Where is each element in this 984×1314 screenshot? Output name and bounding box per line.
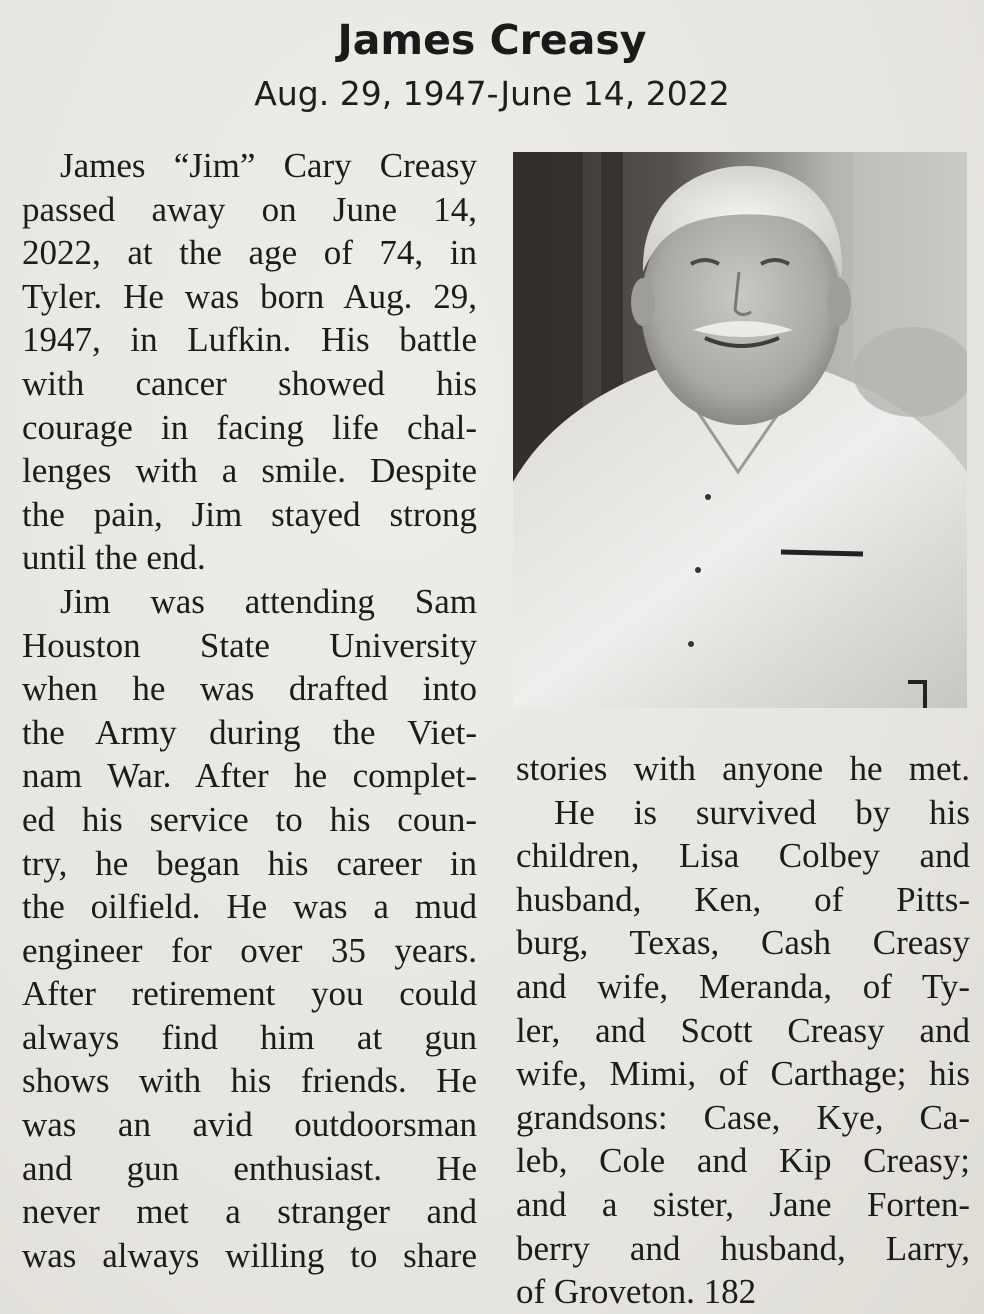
left-column-line: was an avid outdoorsman	[22, 1105, 477, 1145]
left-column-line: the oilfield. He was a mud	[22, 887, 477, 927]
right-column-line: ler, and Scott Creasy and	[516, 1010, 970, 1050]
obituary-dates: Aug. 29, 1947-June 14, 2022	[254, 74, 730, 113]
left-column-line: always find him at gun	[22, 1017, 477, 1057]
left-column-line: 1947, in Lufkin. His battle	[22, 320, 477, 360]
right-column-line: He is survived by his	[554, 792, 970, 832]
left-column-line: when he was drafted into	[22, 669, 477, 709]
left-column-line: Houston State University	[22, 625, 477, 665]
left-column-line: the pain, Jim stayed strong	[22, 494, 477, 534]
left-column-line: 2022, at the age of 74, in	[22, 233, 477, 273]
right-column-line: leb, Cole and Kip Creasy;	[516, 1141, 970, 1181]
left-column-line: James “Jim” Cary Creasy	[60, 146, 477, 185]
left-column-line: lenges with a smile. Despite	[22, 451, 477, 491]
right-column-text	[516, 747, 970, 1314]
left-column-line: the Army during the Viet-	[22, 712, 477, 752]
right-column-line: husband, Ken, of Pitts-	[516, 879, 970, 919]
left-column-line: ed his service to his coun-	[22, 799, 477, 839]
right-column-line: of Groveton. 182	[516, 1272, 757, 1312]
right-column-line: berry and husband, Larry,	[516, 1228, 970, 1268]
left-column-line: Tyler. He was born Aug. 29,	[22, 276, 477, 316]
right-column-line: children, Lisa Colbey and	[516, 836, 970, 876]
right-column-line: wife, Mimi, of Carthage; his	[516, 1054, 970, 1094]
left-column-line: After retirement you could	[22, 974, 477, 1014]
right-column-line: stories with anyone he met.	[516, 749, 970, 788]
left-column-line: Jim was attending Sam	[60, 581, 477, 621]
right-column-line: burg, Texas, Cash Creasy	[516, 923, 970, 963]
portrait-photo-image	[513, 152, 967, 708]
left-column-line: engineer for over 35 years.	[22, 930, 477, 970]
left-column-line: courage in facing life chal-	[22, 407, 477, 447]
left-column-line: with cancer showed his	[22, 363, 477, 403]
left-column-line: until the end.	[22, 538, 206, 578]
left-column-line: and gun enthusiast. He	[22, 1148, 477, 1188]
obituary-title: James Creasy	[337, 16, 647, 64]
left-column-line: passed away on June 14,	[22, 189, 477, 229]
left-column-line: never met a stranger and	[22, 1192, 477, 1232]
right-column-line: and wife, Meranda, of Ty-	[516, 966, 970, 1006]
portrait-photo	[513, 152, 967, 708]
left-column-line: try, he began his career in	[22, 843, 477, 883]
left-column-line: nam War. After he complet-	[22, 756, 477, 796]
right-column-line: grandsons: Case, Kye, Ca-	[516, 1097, 970, 1137]
left-column-line: shows with his friends. He	[22, 1061, 477, 1101]
right-column-line: and a sister, Jane Forten-	[516, 1184, 970, 1224]
left-column-line: was always willing to share	[22, 1235, 477, 1275]
left-column-text	[22, 144, 477, 1277]
